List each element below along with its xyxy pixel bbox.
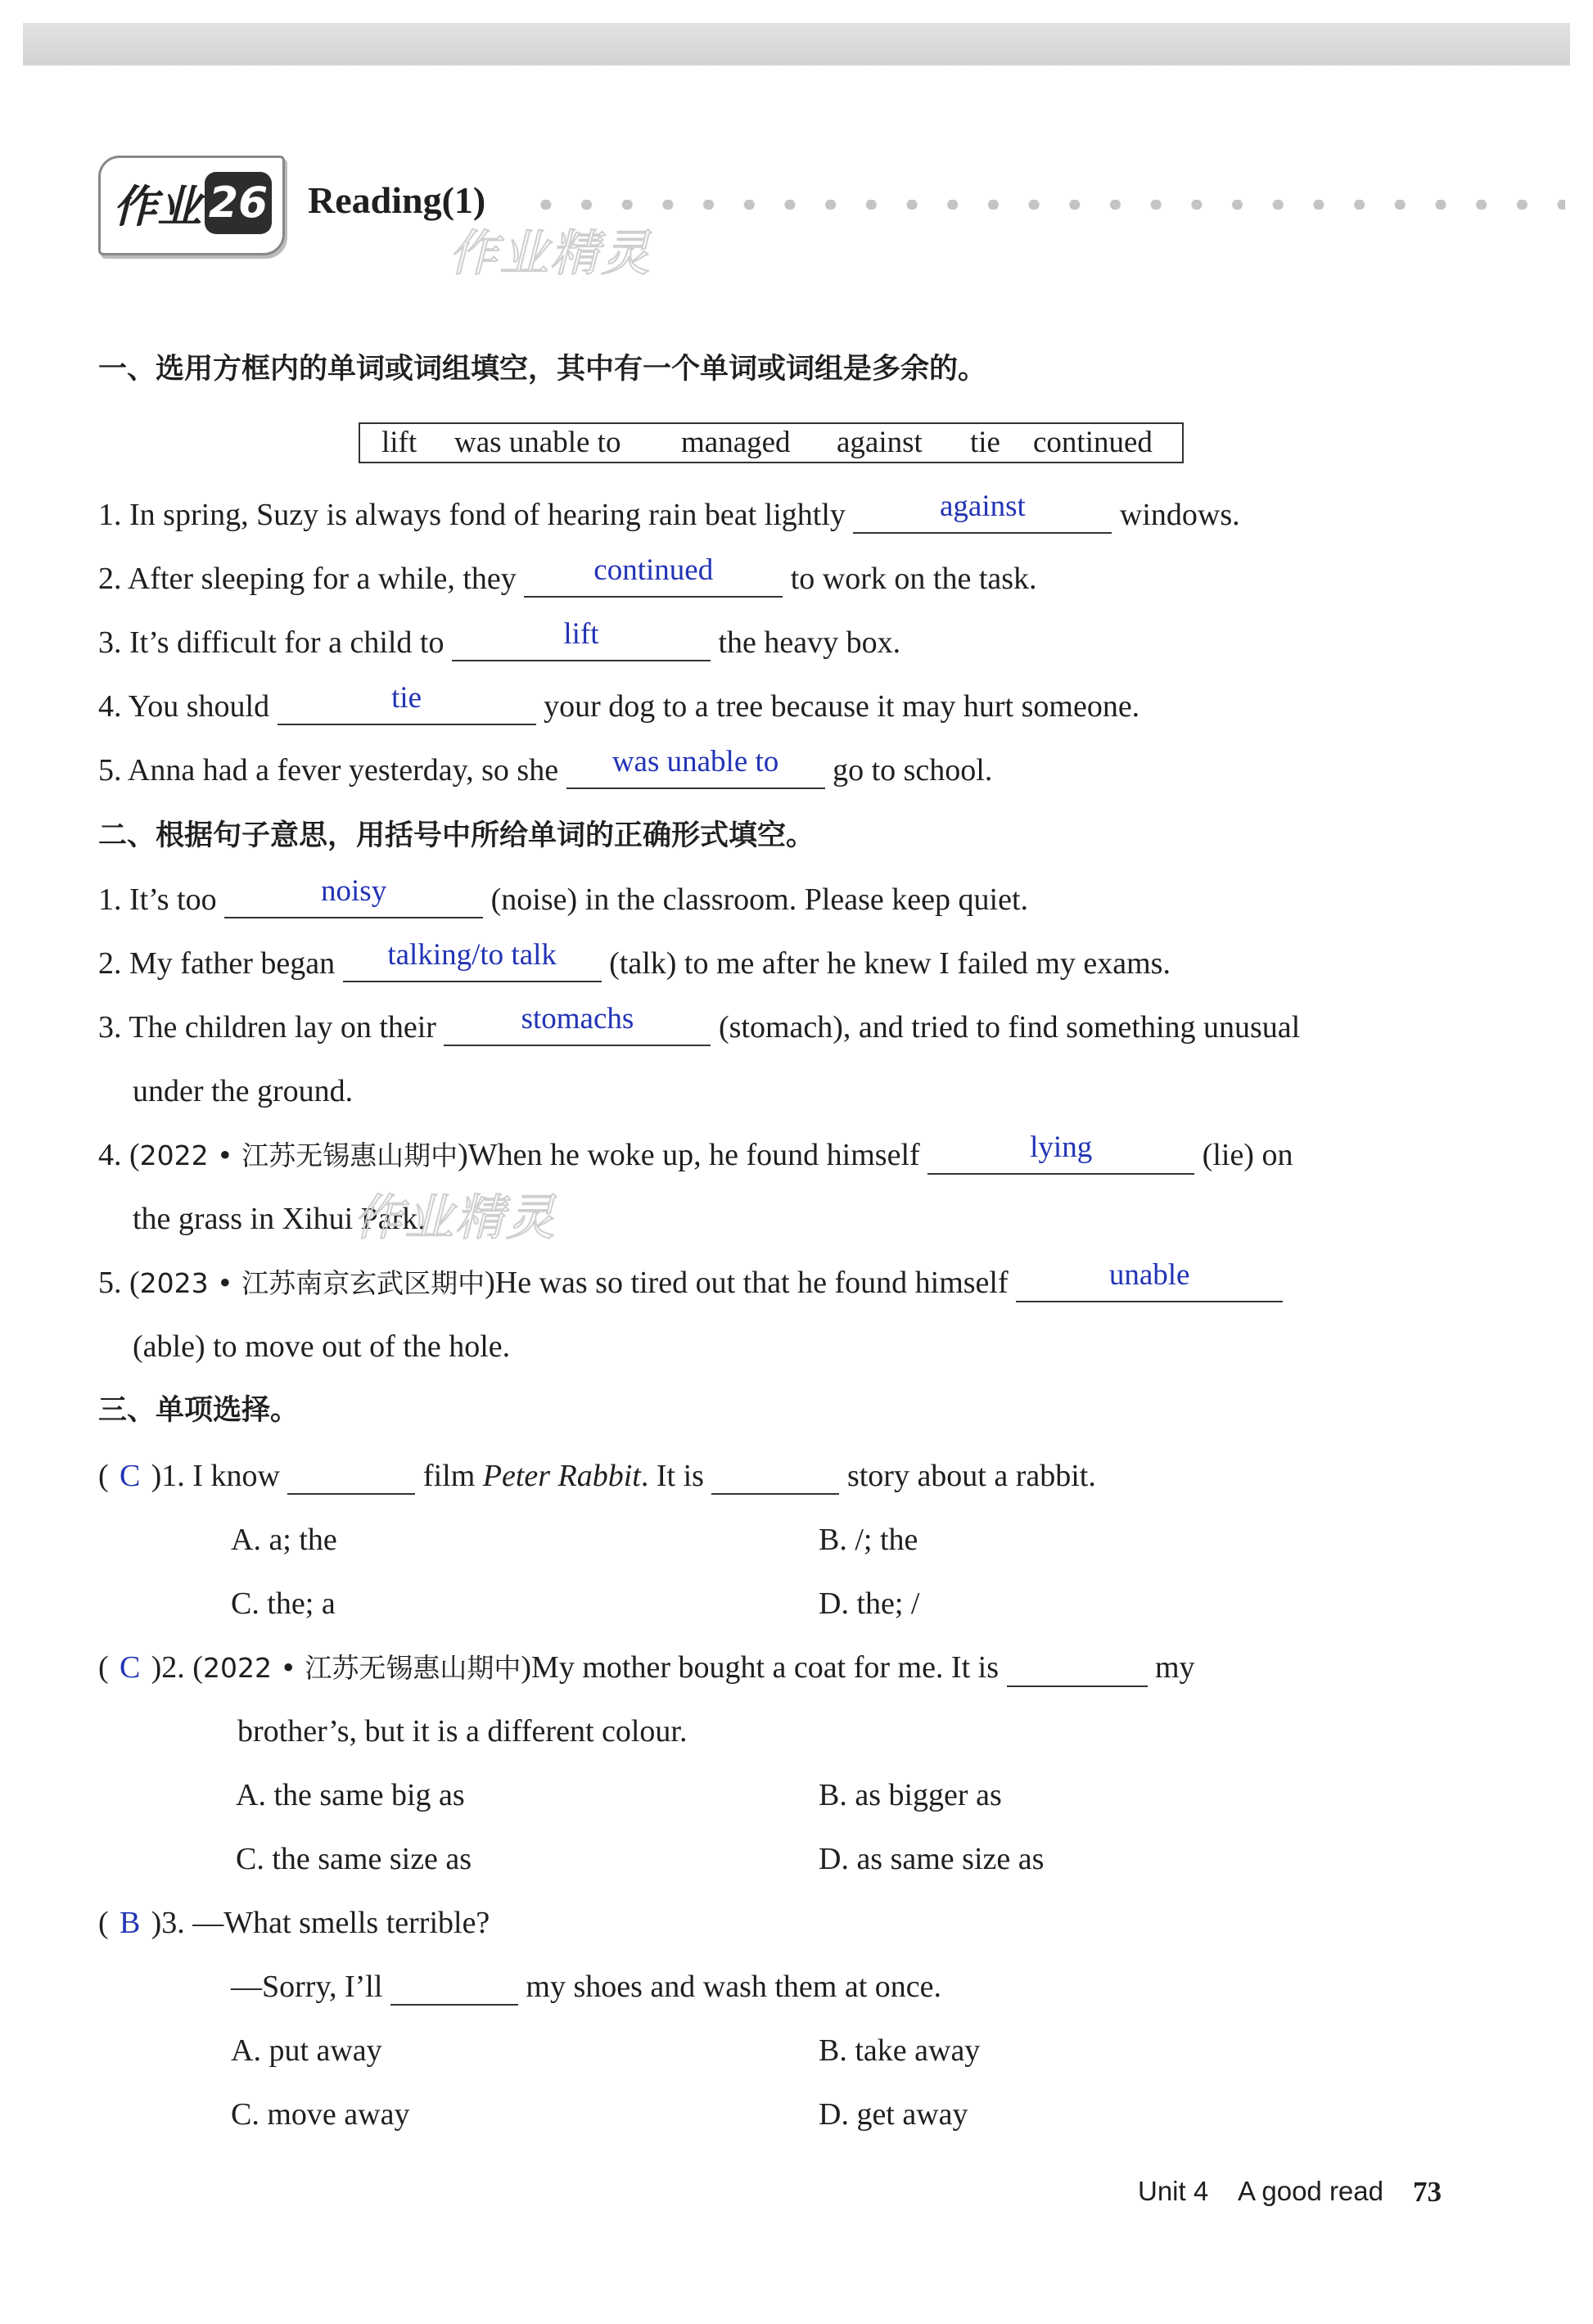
answer-blank[interactable] (524, 553, 783, 598)
page-number: 73 (1413, 2176, 1442, 2208)
mc-option[interactable]: A. put away (231, 2033, 382, 2068)
answer-text: noisy (321, 874, 387, 908)
answer-text: unable (1108, 1258, 1190, 1292)
mc-option[interactable]: D. get away (819, 2097, 968, 2132)
answer-text: lift (563, 617, 599, 651)
exam-source: 2022 • 江苏无锡惠山期中 (202, 1652, 521, 1684)
mc-option[interactable]: A. a; the (231, 1523, 337, 1557)
answer-blank[interactable] (278, 681, 536, 725)
mc-question-3: ( B )3. —What smells terrible? (98, 1906, 490, 1940)
answer-text: lying (1030, 1130, 1093, 1164)
mc-answer[interactable]: C (119, 1650, 141, 1685)
s1-item-3: 3. It’s difficult for a child to lift the heavy box. (98, 617, 901, 660)
word-box-item: lift (381, 426, 417, 459)
section1-heading: 一、选用方框内的单词或词组填空，其中有一个单词或词组是多余的。 (98, 353, 987, 386)
mc-option[interactable]: C. the; a (231, 1586, 336, 1621)
mc-option[interactable]: C. the same size as (236, 1842, 472, 1876)
s1-item-4: 4. You should tie your dog to a tree because it may hurt someone. (98, 681, 1140, 724)
s1-item-1: 1. In spring, Suzy is always fond of hearing rain beat lightly against windows. (98, 490, 1240, 532)
s1-item-2: 2. After sleeping for a while, they continued to work on the task. (98, 553, 1037, 596)
watermark: 作业精灵 (354, 1189, 557, 1247)
word-box-item: was unable to (454, 426, 621, 459)
watermark: 作业精灵 (449, 225, 652, 282)
answer-text: continued (593, 553, 714, 587)
section2-heading: 二、根据句子意思，用括号中所给单词的正确形式填空。 (98, 819, 815, 852)
answer-text: talking/to talk (387, 938, 557, 972)
section3-heading: 三、单项选择。 (98, 1394, 300, 1427)
answer-blank[interactable] (343, 938, 602, 982)
mc-option[interactable]: B. take away (819, 2033, 981, 2068)
badge-label: 作业 (113, 181, 201, 232)
s1-item-5: 5. Anna had a fever yesterday, so she was unable to go to school. (98, 745, 993, 787)
mc-option[interactable]: D. as same size as (819, 1842, 1045, 1876)
exam-source: 2022 • 江苏无锡惠山期中 (139, 1139, 458, 1171)
mc-question-1: ( C )1. I know film Peter Rabbit. It is story about a rabbit. (98, 1459, 1096, 1493)
answer-text: was unable to (611, 745, 779, 778)
s2-item-5: 5. (2023 • 江苏南京玄武区期中)He was so tired out that he found himself unable (98, 1264, 1283, 1302)
mc-question-3-line2: —Sorry, I’ll my shoes and wash them at once. (231, 1970, 942, 2004)
answer-blank[interactable] (853, 490, 1112, 534)
mc-option[interactable]: B. as bigger as (819, 1778, 1002, 1812)
footer-topic: A good read (1238, 2176, 1383, 2206)
mc-answer[interactable]: B (119, 1906, 141, 1940)
s2-item-1: 1. It’s too noisy (noise) in the classroom. Please keep quiet. (98, 874, 1028, 917)
question-blank (711, 1460, 839, 1495)
page-title: Reading(1) (308, 179, 486, 221)
answer-text: tie (391, 681, 422, 715)
s2-item-2: 2. My father began talking/to talk (talk) to me after he knew I failed my exams. (98, 938, 1171, 981)
s2-item-3: 3. The children lay on their stomachs (stomach), and tried to find something unusual (98, 1002, 1301, 1045)
answer-blank[interactable] (452, 617, 711, 661)
mc-answer[interactable]: C (119, 1459, 141, 1493)
mc-option[interactable]: A. the same big as (236, 1778, 465, 1812)
word-box-item: managed (681, 426, 791, 459)
dotted-rule (526, 200, 1565, 210)
answer-blank[interactable] (566, 745, 825, 789)
s2-item-4: 4. (2022 • 江苏无锡惠山期中)When he woke up, he found himself lying (lie) on (98, 1136, 1293, 1175)
word-box-item: continued (1033, 426, 1153, 459)
s2-item-5-cont: (able) to move out of the hole. (133, 1329, 511, 1364)
answer-blank[interactable] (444, 1002, 711, 1046)
word-box-item: tie (970, 426, 1000, 459)
answer-blank[interactable] (224, 874, 483, 918)
footer-unit: Unit 4 (1138, 2176, 1209, 2206)
answer-text: stomachs (521, 1002, 634, 1036)
question-blank (1007, 1653, 1148, 1687)
mc-question-2-cont: brother’s, but it is a different colour. (237, 1714, 688, 1749)
question-blank (287, 1460, 415, 1495)
mc-option[interactable]: C. move away (231, 2097, 410, 2132)
s2-item-3-cont: under the ground. (133, 1074, 354, 1108)
top-scan-band (23, 23, 1570, 65)
word-box (359, 422, 1184, 463)
answer-blank[interactable] (927, 1130, 1194, 1175)
word-box-item: against (837, 426, 923, 459)
answer-text: against (939, 490, 1026, 523)
badge-number: 26 (205, 172, 272, 234)
mc-option[interactable]: B. /; the (819, 1523, 918, 1557)
answer-blank[interactable] (1016, 1258, 1283, 1302)
mc-option[interactable]: D. the; / (819, 1586, 920, 1621)
question-blank (390, 1971, 518, 2006)
exam-source: 2023 • 江苏南京玄武区期中 (139, 1267, 485, 1299)
mc-question-2: ( C )2. (2022 • 江苏无锡惠山期中)My mother bought a coat for me. It is my (98, 1649, 1195, 1687)
s2-item-4-cont: the grass in Xihui Park. (133, 1202, 426, 1236)
